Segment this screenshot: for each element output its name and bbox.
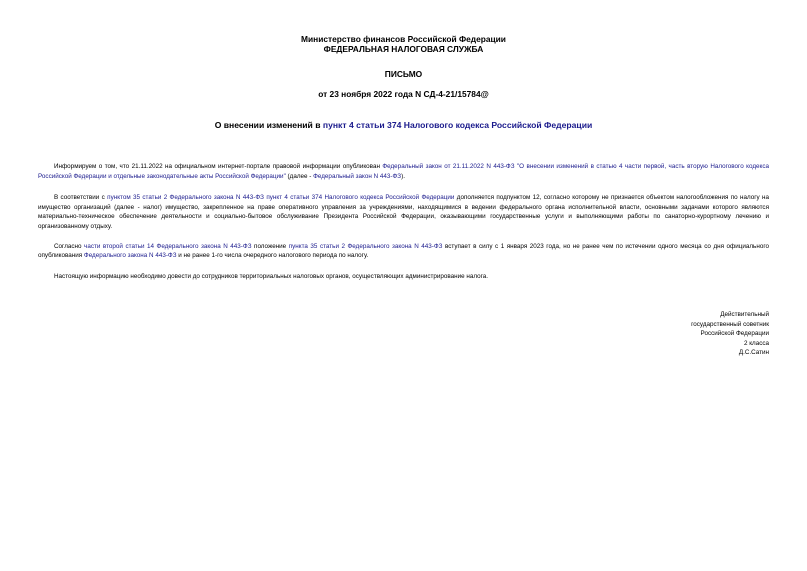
link-federal-law-443-short[interactable]: Федеральный закон N 443-ФЗ bbox=[313, 172, 402, 180]
paragraph-3 bbox=[38, 242, 769, 261]
service-name: ФЕДЕРАЛЬНАЯ НАЛОГОВАЯ СЛУЖБА bbox=[323, 44, 484, 54]
signature-line-3: Российской Федерации bbox=[700, 330, 769, 338]
paragraph-4 bbox=[38, 272, 769, 282]
document-title bbox=[38, 120, 769, 130]
paragraph-3-text-3: вступает в силу с 1 января 2023 года, но не ранее чем по истечении одного месяца со дня официального опубликования bbox=[38, 242, 769, 260]
signature-line-1: Действительный bbox=[720, 311, 769, 318]
paragraph-2 bbox=[38, 193, 769, 231]
document-page bbox=[38, 34, 769, 281]
signature-line-2: государственный советник bbox=[691, 320, 769, 328]
signatory-name: Д.С.Сатин bbox=[738, 349, 769, 357]
signature-line-4: 2 класса bbox=[743, 339, 769, 347]
link-federal-law-443[interactable]: Федеральный закон от 21.11.2022 N 443-ФЗ "О внесении изменений в статью 4 части первой, часть вторую Налогового кодекса Российской Федерации и отдельные законодательные акты Российской Федерации" bbox=[38, 163, 769, 180]
link-clause-4-article-374[interactable]: пункт 4 статьи 374 Налогового кодекса Российской Федерации bbox=[266, 194, 455, 202]
paragraph-1-text-1: Информируем о том, что 21.11.2022 на официальном интернет-портале правовой информации опубликован bbox=[54, 163, 383, 170]
signature-block bbox=[691, 310, 769, 358]
paragraph-1-text-3: ). bbox=[401, 172, 405, 180]
paragraph-3-text-1: Согласно bbox=[54, 242, 85, 250]
link-clause-35-article-2-b[interactable]: пункта 35 статьи 2 Федерального закона N 443-ФЗ bbox=[288, 242, 443, 250]
document-date-number: от 23 ноября 2022 года N СД-4-21/15784@ bbox=[318, 89, 489, 99]
paragraph-3-text-4: и не ранее 1-го числа очередного налогового периода по налогу. bbox=[176, 252, 369, 260]
ministry-name: Министерство финансов Российской Федерации bbox=[301, 34, 506, 44]
paragraph-2-text-1: В соответствии с bbox=[54, 194, 108, 202]
document-type: ПИСЬМО bbox=[384, 69, 423, 79]
paragraph-1-text-2: (далее - bbox=[285, 172, 314, 180]
link-federal-law-443-c[interactable]: Федерального закона N 443-ФЗ bbox=[83, 252, 177, 260]
title-prefix: О внесении изменений в bbox=[214, 120, 323, 130]
link-part-2-article-14[interactable]: части второй статьи 14 Федерального закона N 443-ФЗ bbox=[84, 242, 252, 250]
paragraph-3-text-2: положение bbox=[251, 242, 289, 250]
header-block bbox=[38, 34, 769, 54]
link-clause-35-article-2[interactable]: пунктом 35 статьи 2 Федерального закона N 443-ФЗ bbox=[107, 194, 264, 202]
paragraph-4-text-1: Настоящую информацию необходимо довести до сотрудников территориальных налоговых органов, осуществляющих администрирование налога. bbox=[54, 272, 489, 280]
title-link[interactable]: пункт 4 статьи 374 Налогового кодекса Российской Федерации bbox=[322, 120, 593, 130]
paragraph-2-text-3: дополняется подпунктом 12, согласно которому не признается объектом налогообложения по налогу на имущество организаций (далее - налог) имущество, закрепленное на праве оперативного управления за учреждениями, находящимися в ведении федерального органа исполнительной власти, основными задачами которого являются материально-техническое обеспечение деятельности и социально-бытовое обслуживание Президента Российской Федерации, оказывающими государственные услуги и выполняющими работы по санаторно-курортному лечению и организованному отдыху. bbox=[38, 194, 770, 230]
paragraph-1 bbox=[38, 162, 769, 181]
